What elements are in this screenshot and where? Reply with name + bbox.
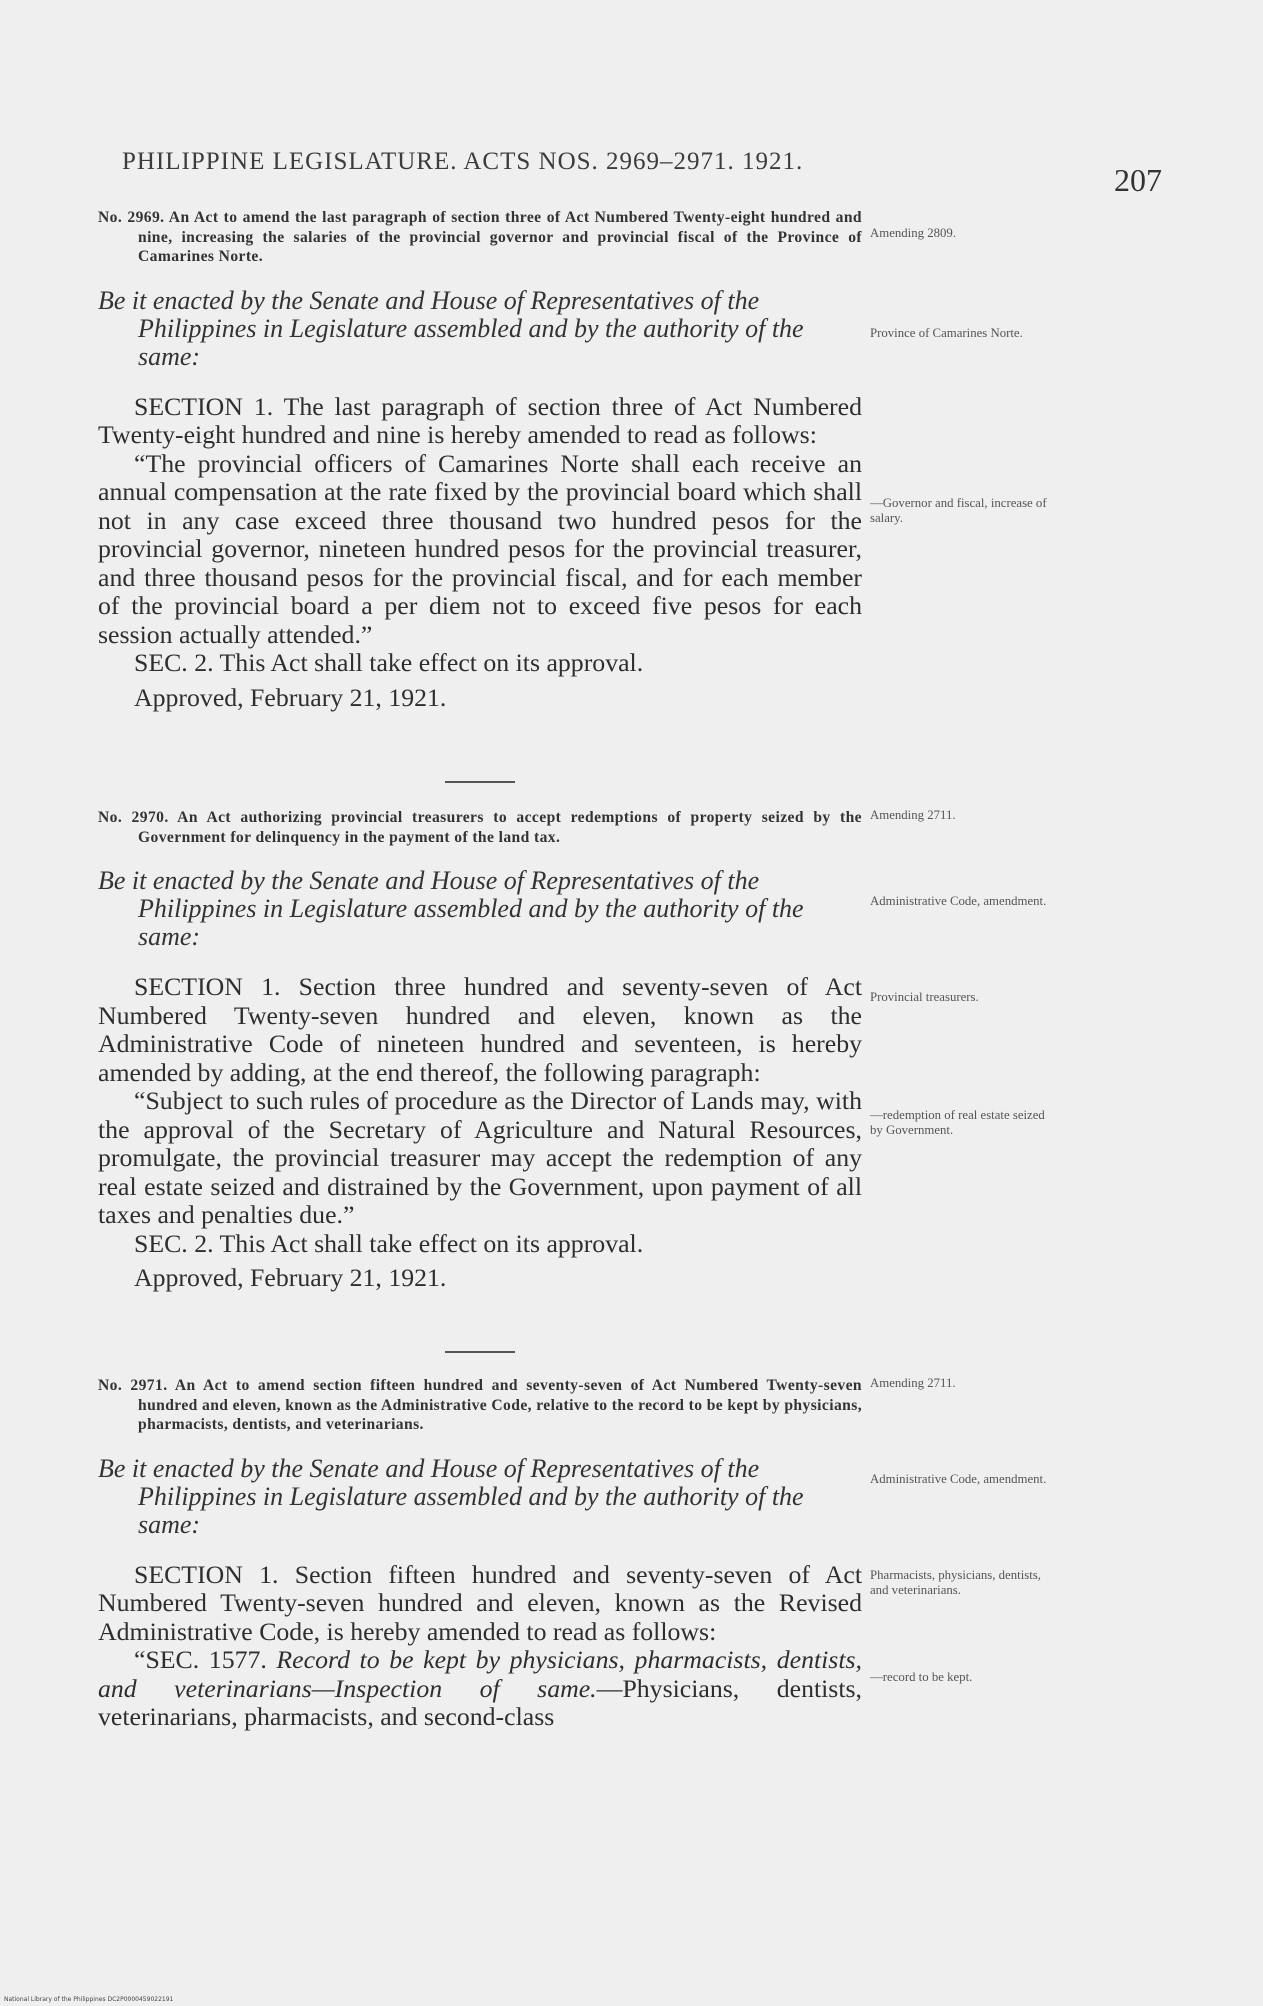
margin-note: —Governor and fiscal, increase of salary. — [870, 496, 1047, 525]
section-divider — [445, 781, 515, 783]
margin-note: Provincial treasurers. — [870, 990, 979, 1004]
quoted-section-text: —Physicians, dentists, veterinarians, pharmacists, and second-class — [98, 1673, 862, 1731]
enacting-clause: Be it enacted by the Senate and House of Representatives of the Philippines in Legislature assembled and by the authority of the same: — [98, 285, 804, 371]
act-2971 — [98, 1376, 862, 1732]
act-body — [98, 393, 862, 713]
approval-date: Approved, February 21, 1921. — [134, 1263, 447, 1292]
quoted-section-label: “SEC. 1577. — [134, 1645, 267, 1674]
section-text: Section fifteen hundred and seventy-seven of Act Numbered Twenty-seven hundred and eleven, known as the Revised Administrative Code, is hereby amended to read as follows: — [98, 1559, 862, 1646]
margin-note: Amending 2711. — [870, 1376, 956, 1390]
quoted-paragraph: “The provincial officers of Camarines Norte shall each receive an annual compensation at the rate fixed by the provincial board which shall not in any case exceed three thousand two hundred pesos for the provincial governor, nineteen hundred pesos for the provincial treasurer, and three thousand pesos for the provincial fiscal, and for each member of the provincial board a per diem not to exceed five pesos for each session actually attended.” — [98, 448, 862, 649]
section-1 — [98, 393, 862, 450]
margin-note: Amending 2711. — [870, 808, 956, 822]
section-1 — [98, 1561, 862, 1647]
act-synopsis: No. 2969. An Act to amend the last paragraph of section three of Act Numbered Twenty-eight hundred and nine, increasing the salaries of the provincial governor and provincial fiscal of the Province of Camarines Norte. — [98, 209, 862, 265]
margin-note: Pharmacists, physicians, dentists, and veterinarians. — [870, 1568, 1041, 1597]
act-synopsis: No. 2971. An Act to amend section fifteen hundred and seventy-seven of Act Numbered Twenty-seven hundred and eleven, known as the Administrative Code, relative to the record to be kept by physicians, pharmacists, dentists, and veterinarians. — [98, 1377, 862, 1433]
margin-note: —record to be kept. — [870, 1670, 973, 1684]
page-number: 207 — [1114, 162, 1162, 198]
act-2970 — [98, 808, 862, 1293]
margin-note: Administrative Code, amendment. — [870, 894, 1047, 908]
margin-note: —redemption of real estate seized by Government. — [870, 1108, 1045, 1137]
act-synopsis: No. 2970. An Act authorizing provincial treasurers to accept redemptions of property seized by the Government for delinquency in the payment of the land tax. — [98, 809, 862, 846]
section-label: SECTION 1. — [134, 1559, 279, 1589]
section-label: SECTION 1. — [134, 972, 281, 1001]
section-2: SEC. 2. This Act shall take effect on its approval. — [134, 648, 644, 677]
section-text: The last paragraph of section three of Act Numbered Twenty-eight hundred and nine is hereby amended to read as follows: — [98, 391, 862, 449]
quoted-paragraph — [98, 1646, 862, 1732]
act-2969 — [98, 208, 862, 712]
section-2: SEC. 2. This Act shall take effect on its approval. — [134, 1228, 644, 1258]
section-1 — [98, 973, 862, 1087]
act-body — [98, 1561, 862, 1732]
scan-footer: National Library of the Philippines DC2P0000459022191 — [4, 1996, 174, 2003]
running-header: PHILIPPINE LEGISLATURE. ACTS NOS. 2969–2971. 1921. — [122, 148, 804, 175]
margin-note: Amending 2809. — [870, 226, 957, 240]
quoted-paragraph: “Subject to such rules of procedure as the Director of Lands may, with the approval of the Secretary of Agriculture and Natural Resources, promulgate, the provincial treasurer may accept the redemption of any real estate seized and distrained by the Government, upon payment of all taxes and penalties due.” — [98, 1086, 862, 1229]
enacting-clause: Be it enacted by the Senate and House of Representatives of the Philippines in Legislature assembled and by the authority of the same: — [98, 866, 804, 951]
margin-note: Province of Camarines Norte. — [870, 326, 1023, 340]
section-divider — [445, 1351, 515, 1353]
section-text: Section three hundred and seventy-seven of Act Numbered Twenty-seven hundred and eleven, known as the Administrative Code of nineteen hundred and seventeen, is hereby amended by adding, at the end thereof, the following paragraph: — [98, 972, 862, 1087]
enacting-clause: Be it enacted by the Senate and House of Representatives of the Philippines in Legislature assembled and by the authority of the same: — [98, 1453, 804, 1539]
section-label: SECTION 1. — [134, 391, 274, 421]
act-body — [98, 973, 862, 1293]
margin-note: Administrative Code, amendment. — [870, 1472, 1047, 1486]
approval-date: Approved, February 21, 1921. — [134, 682, 447, 712]
quoted-section-heading: Record to be kept by physicians, pharmacists, dentists, and veterinarians—Inspection of same. — [98, 1645, 862, 1703]
